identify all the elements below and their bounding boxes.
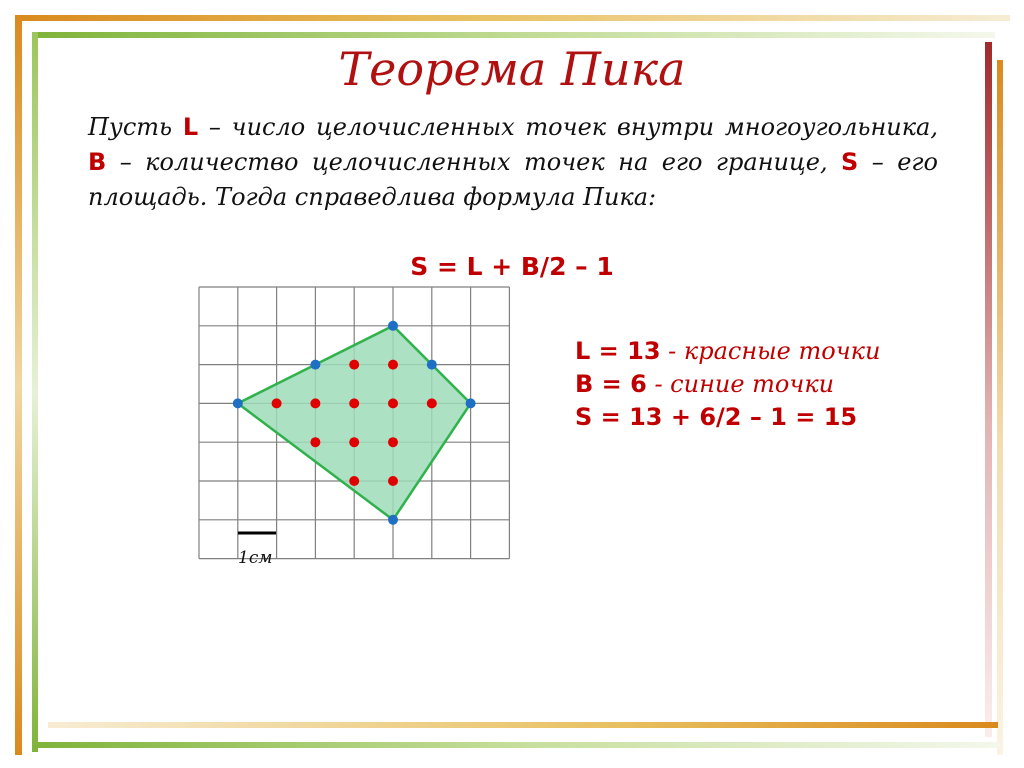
interior-point bbox=[349, 360, 359, 370]
interior-point bbox=[349, 398, 359, 408]
interior-point bbox=[388, 476, 398, 486]
result-B bbox=[575, 368, 880, 401]
boundary-point bbox=[388, 321, 398, 331]
result-B-value: B = 6 bbox=[575, 370, 647, 398]
boundary-point bbox=[233, 398, 243, 408]
slide-title: Теорема Пика bbox=[338, 42, 686, 96]
boundary-point bbox=[310, 360, 320, 370]
interior-point bbox=[388, 360, 398, 370]
intro-text-2: – число целочисленных точек внутри многоугольника, bbox=[198, 113, 938, 141]
boundary-point bbox=[466, 398, 476, 408]
result-S bbox=[575, 401, 880, 434]
interior-point bbox=[272, 398, 282, 408]
variable-S: S bbox=[841, 148, 859, 176]
interior-point bbox=[310, 398, 320, 408]
result-S-formula: S = 13 + 6/2 – 1 = 15 bbox=[575, 403, 858, 431]
variable-L: L bbox=[182, 113, 199, 141]
interior-point bbox=[349, 437, 359, 447]
boundary-point bbox=[427, 360, 437, 370]
interior-point bbox=[310, 437, 320, 447]
variable-B: B bbox=[88, 148, 107, 176]
boundary-point bbox=[388, 515, 398, 525]
polygon-shape bbox=[238, 326, 471, 520]
scale-label: 1см bbox=[238, 548, 273, 568]
interior-point bbox=[427, 398, 437, 408]
interior-point bbox=[349, 476, 359, 486]
result-B-desc: - синие точки bbox=[646, 370, 835, 398]
result-L bbox=[575, 335, 880, 368]
interior-point bbox=[388, 398, 398, 408]
result-L-value: L = 13 bbox=[575, 337, 661, 365]
pick-formula: S = L + B/2 – 1 bbox=[410, 252, 614, 281]
intro-text-1: Пусть bbox=[88, 113, 183, 141]
intro-text-3: – количество целочисленных точек на его границе, bbox=[106, 148, 842, 176]
interior-point bbox=[388, 437, 398, 447]
results-block bbox=[575, 335, 880, 434]
result-L-desc: - красные точки bbox=[660, 337, 881, 365]
intro-text-4: – его площадь. Тогда справедлива формула Пика: bbox=[88, 148, 938, 211]
